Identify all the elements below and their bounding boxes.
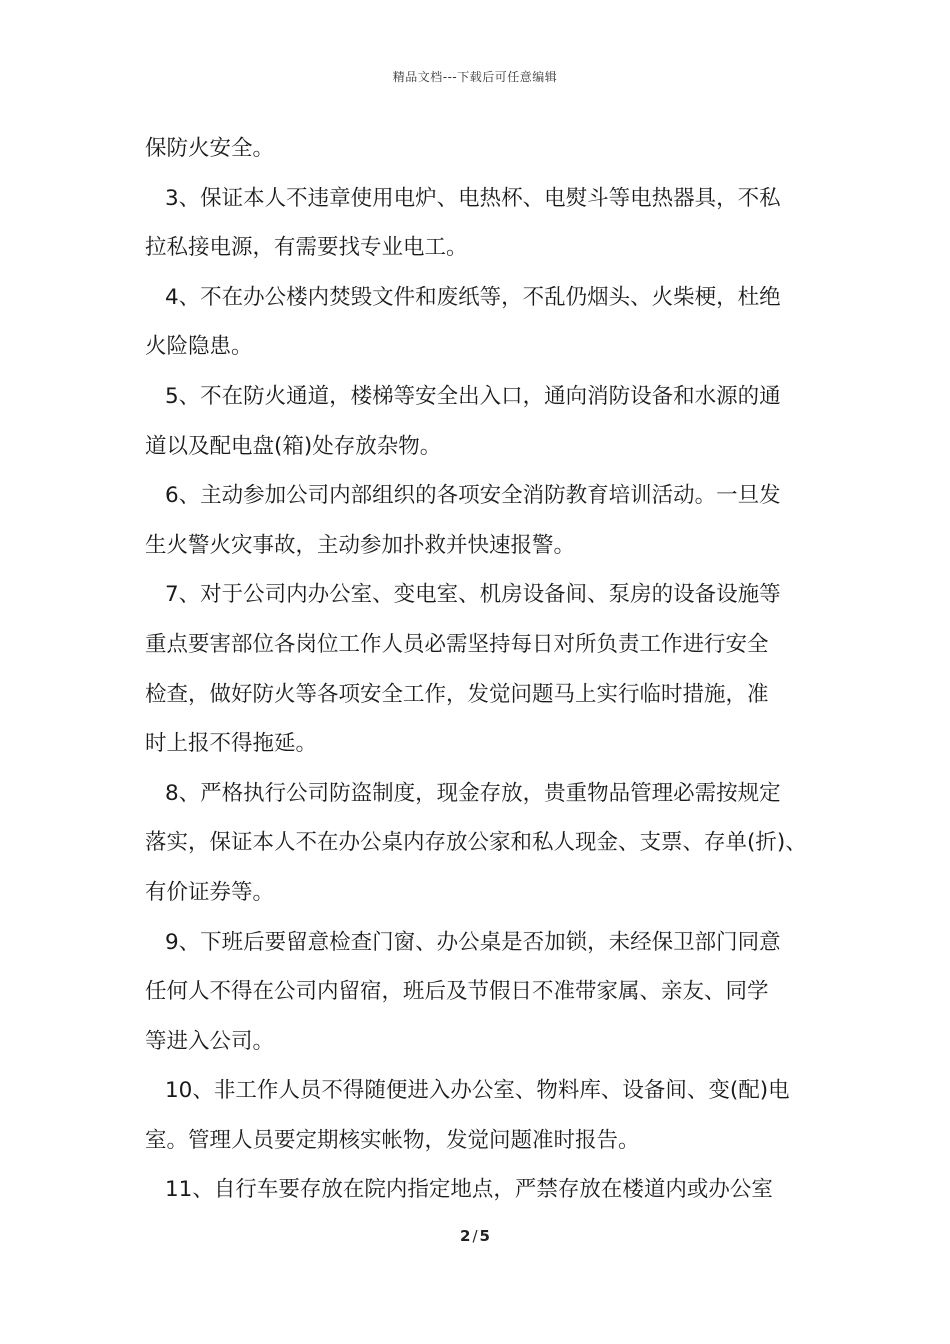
body-line: 落实，保证本人不在办公桌内存放公家和私人现金、支票、存单(折)、	[145, 830, 807, 856]
body-line: 有价证券等。	[145, 879, 275, 905]
document-body	[145, 124, 810, 1215]
body-line: 检查，做好防火等各项安全工作，发觉问题马上实行临时措施，准	[145, 681, 769, 707]
page-number-separator: /	[472, 1227, 478, 1245]
body-line: 重点要害部位各岗位工作人员必需坚持每日对所负责工作进行安全	[145, 631, 769, 657]
body-line: 保防火安全。	[145, 136, 275, 161]
body-line: 室。管理人员要定期核实帐物，发觉问题准时报告。	[145, 1127, 640, 1153]
body-line: 4、不在办公楼内焚毁文件和废纸等，不乱仍烟头、火柴梗，杜绝	[165, 284, 781, 310]
body-line: 8、严格执行公司防盗制度，现金存放，贵重物品管理必需按规定	[165, 780, 781, 806]
body-line: 时上报不得拖延。	[145, 731, 318, 757]
body-line: 3、保证本人不违章使用电炉、电热杯、电熨斗等电热器具，不私	[165, 185, 781, 211]
body-line: 等进入公司。	[145, 1028, 275, 1054]
body-line: 10、非工作人员不得随便进入办公室、物料库、设备间、变(配)电	[165, 1078, 790, 1104]
body-line: 生火警火灾事故，主动参加扑救并快速报警。	[145, 532, 576, 558]
body-line: 11、自行车要存放在院内指定地点，严禁存放在楼道内或办公室	[165, 1177, 773, 1203]
body-line: 9、下班后要留意检查门窗、办公桌是否加锁，未经保卫部门同意	[165, 929, 781, 955]
page-header: 精品文档---下载后可任意编辑	[392, 70, 558, 84]
body-line: 5、不在防火通道，楼梯等安全出入口，通向消防设备和水源的通	[165, 383, 781, 409]
body-line: 道以及配电盘(箱)处存放杂物。	[145, 433, 442, 459]
current-page-number: 2	[460, 1227, 471, 1245]
body-line: 任何人不得在公司内留宿，班后及节假日不准带家属、亲友、同学	[145, 979, 769, 1005]
body-line: 6、主动参加公司内部组织的各项安全消防教育培训活动。一旦发	[165, 483, 781, 509]
page-number	[0, 1227, 950, 1245]
body-line: 7、对于公司内办公室、变电室、机房设备间、泵房的设备设施等	[165, 582, 781, 608]
body-line: 火险隐患。	[145, 334, 253, 360]
body-line: 拉私接电源，有需要找专业电工。	[145, 235, 468, 261]
total-pages-number: 5	[479, 1227, 490, 1245]
